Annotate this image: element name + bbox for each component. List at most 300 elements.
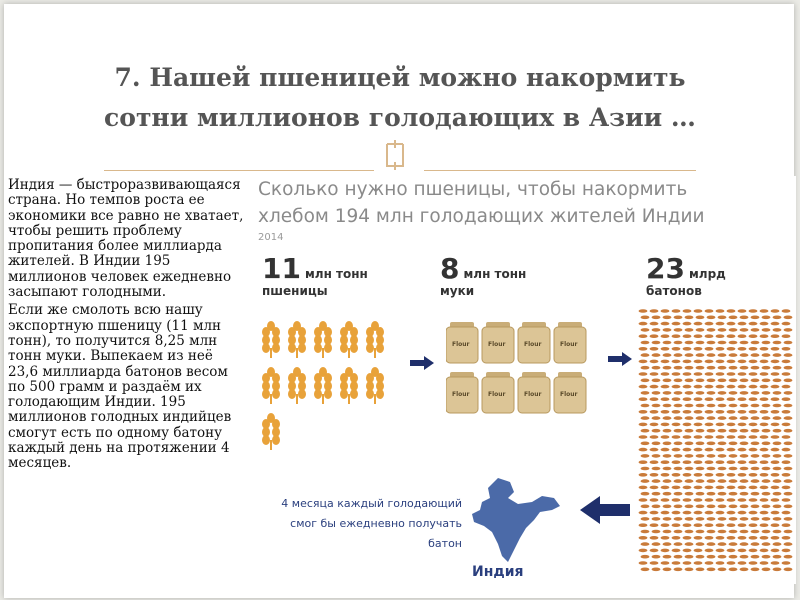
bread-loaf-icon: [641, 517, 650, 521]
bread-loaf-icon: [707, 467, 716, 471]
flour-bag-icon: [446, 372, 478, 413]
bread-loaf-icon: [694, 347, 703, 351]
bread-loaf-icon: [749, 397, 758, 401]
bread-loaf-icon: [749, 536, 758, 540]
bread-loaf-icon: [760, 498, 769, 502]
stat-bread: [646, 254, 726, 298]
bread-loaf-icon: [707, 492, 716, 496]
bread-loaf-icon: [740, 341, 749, 345]
bread-loaf-icon: [639, 523, 648, 527]
bread-loaf-icon: [740, 391, 749, 395]
bread-loaf-icon: [650, 372, 659, 376]
bread-loaf-icon: [650, 498, 659, 502]
bread-loaf-icon: [718, 379, 727, 383]
bread-loaf-icon: [760, 347, 769, 351]
india-map-icon: [468, 476, 564, 566]
bread-loaf-icon: [738, 372, 747, 376]
bread-loaf-icon: [661, 309, 670, 313]
bread-loaf-icon: [705, 435, 714, 439]
bread-loaf-icon: [727, 360, 736, 364]
bread-loaf-icon: [641, 568, 650, 572]
bread-loaf-icon: [685, 530, 694, 534]
bread-loaf-icon: [749, 561, 758, 565]
bread-loaf-icon: [661, 523, 670, 527]
bread-loaf-icon: [641, 467, 650, 471]
bread-loaf-icon: [672, 360, 681, 364]
bread-loaf-icon: [639, 486, 648, 490]
flour-bag-icon: [554, 372, 586, 413]
bread-loaf-icon: [716, 397, 725, 401]
bread-loaf-icon: [749, 334, 758, 338]
bread-loaf-icon: [738, 448, 747, 452]
svg-text:Flour: Flour: [488, 341, 506, 348]
bread-loaf-icon: [639, 511, 648, 515]
bread-loaf-icon: [729, 530, 738, 534]
bread-loaf-icon: [672, 473, 681, 477]
infographic-title-line1: Сколько нужно пшеницы, чтобы накормить: [258, 179, 688, 200]
bread-loaf-icon: [707, 316, 716, 320]
bread-loaf-icon: [639, 372, 648, 376]
bread-loaf-icon: [773, 467, 782, 471]
bread-loaf-icon: [727, 561, 736, 565]
bread-loaf-icon: [738, 460, 747, 464]
bread-loaf-icon: [729, 442, 738, 446]
bread-loaf-icon: [672, 498, 681, 502]
bread-loaf-icon: [683, 561, 692, 565]
bread-loaf-icon: [751, 316, 760, 320]
bread-loaf-icon: [760, 523, 769, 527]
bread-loaf-icon: [729, 416, 738, 420]
bread-loaf-icon: [751, 492, 760, 496]
bread-loaf-icon: [760, 549, 769, 553]
bread-loaf-icon: [716, 473, 725, 477]
bread-loaf-icon: [707, 517, 716, 521]
bread-loaf-icon: [740, 316, 749, 320]
bread-loaf-icon: [652, 454, 661, 458]
map-caption-line3: батон: [428, 537, 462, 550]
bread-loaf-icon: [718, 328, 727, 332]
bread-loaf-icon: [674, 530, 683, 534]
bread-loaf-icon: [738, 385, 747, 389]
bread-loaf-icon: [740, 366, 749, 370]
bread-loaf-icon: [762, 555, 771, 559]
bread-loaf-icon: [718, 404, 727, 408]
bread-loaf-icon: [663, 530, 672, 534]
bread-loaf-icon: [661, 435, 670, 439]
bread-loaf-icon: [727, 397, 736, 401]
stat-bread-number: 23: [646, 252, 685, 285]
bread-loaf-icon: [718, 530, 727, 534]
bread-loaf-icon: [718, 416, 727, 420]
bread-loaf-icon: [718, 555, 727, 559]
bread-loaf-icon: [727, 473, 736, 477]
bread-loaf-icon: [716, 498, 725, 502]
bread-loaf-icon: [696, 379, 705, 383]
bread-loaf-icon: [650, 511, 659, 515]
bread-loaf-icon: [729, 316, 738, 320]
bread-loaf-icon: [738, 473, 747, 477]
bread-loaf-icon: [762, 517, 771, 521]
bread-loaf-icon: [762, 391, 771, 395]
bread-loaf-icon: [674, 353, 683, 357]
bread-loaf-icon: [663, 416, 672, 420]
bread-loaf-icon: [707, 555, 716, 559]
bread-loaf-icon: [661, 397, 670, 401]
bread-loaf-icon: [694, 322, 703, 326]
bread-loaf-icon: [650, 334, 659, 338]
bread-loaf-icon: [672, 334, 681, 338]
bread-loaf-icon: [771, 385, 780, 389]
bread-loaf-icon: [694, 498, 703, 502]
bread-loaf-icon: [661, 360, 670, 364]
bread-loaf-icon: [784, 316, 793, 320]
bread-loaf-icon: [751, 379, 760, 383]
bread-loaf-icon: [784, 568, 793, 572]
bread-loaf-icon: [705, 410, 714, 414]
bread-loaf-icon: [751, 542, 760, 546]
bread-loaf-icon: [716, 448, 725, 452]
bread-loaf-icon: [773, 316, 782, 320]
bread-loaf-icon: [773, 517, 782, 521]
bread-loaf-icon: [652, 391, 661, 395]
bread-loaf-icon: [663, 353, 672, 357]
bread-loaf-icon: [749, 448, 758, 452]
bread-loaf-icon: [672, 460, 681, 464]
bread-loaf-icon: [784, 505, 793, 509]
bread-loaf-icon: [716, 523, 725, 527]
bread-loaf-icon: [773, 442, 782, 446]
bread-loaf-icon: [729, 479, 738, 483]
bread-loaf-icon: [729, 391, 738, 395]
bread-loaf-icon: [650, 435, 659, 439]
bread-loaf-icon: [661, 460, 670, 464]
bread-loaf-icon: [771, 435, 780, 439]
bread-loaf-icon: [716, 423, 725, 427]
bread-loaf-icon: [751, 391, 760, 395]
bread-loaf-icon: [727, 460, 736, 464]
bread-loaf-icon: [762, 530, 771, 534]
bread-loaf-icon: [683, 397, 692, 401]
bread-loaf-icon: [683, 334, 692, 338]
bread-loaf-icon: [773, 454, 782, 458]
bread-loaf-icon: [685, 568, 694, 572]
bread-loaf-icon: [685, 479, 694, 483]
bread-loaf-icon: [663, 391, 672, 395]
bread-loaf-icon: [694, 309, 703, 313]
bread-loaf-icon: [672, 322, 681, 326]
bread-loaf-icon: [652, 316, 661, 320]
bread-loaf-icon: [652, 505, 661, 509]
bread-loaf-icon: [738, 360, 747, 364]
bread-loaf-icon: [707, 479, 716, 483]
bread-loaf-icon: [696, 328, 705, 332]
bread-loaf-icon: [705, 561, 714, 565]
flour-bag-icon: [518, 322, 550, 363]
bread-loaf-icon: [707, 505, 716, 509]
bread-loaf-icon: [716, 360, 725, 364]
bread-loaf-icon: [694, 334, 703, 338]
stat-wheat-unit: млн тонн: [304, 267, 368, 281]
wheat-icon: [262, 367, 280, 404]
bread-loaf-icon: [762, 568, 771, 572]
bread-loaf-icon: [738, 347, 747, 351]
bread-loaf-icon: [639, 561, 648, 565]
bread-loaf-icon: [782, 435, 791, 439]
bread-loaf-icon: [716, 385, 725, 389]
bread-loaf-icon: [762, 316, 771, 320]
bread-loaf-icon: [661, 423, 670, 427]
bread-loaf-icon: [749, 460, 758, 464]
bread-loaf-icon: [707, 328, 716, 332]
bread-loaf-icon: [685, 429, 694, 433]
bread-loaf-icon: [760, 372, 769, 376]
bread-loaf-icon: [705, 448, 714, 452]
bread-loaf-icon: [661, 486, 670, 490]
bread-loaf-icon: [685, 353, 694, 357]
bread-loaf-icon: [683, 460, 692, 464]
bread-loaf-icon: [784, 542, 793, 546]
bread-loaf-icon: [729, 353, 738, 357]
bread-loaf-icon: [685, 442, 694, 446]
bread-loaf-icon: [782, 397, 791, 401]
bread-loaf-icon: [652, 328, 661, 332]
bread-loaf-icon: [685, 542, 694, 546]
bread-loaf-icon: [718, 353, 727, 357]
bread-loaf-icon: [716, 347, 725, 351]
bread-loaf-icon: [674, 391, 683, 395]
bread-loaf-icon: [661, 410, 670, 414]
bread-loaf-icon: [707, 366, 716, 370]
bread-loaf-icon: [674, 416, 683, 420]
bread-loaf-icon: [685, 341, 694, 345]
bread-loaf-icon: [771, 334, 780, 338]
map-caption-line2: смог бы ежедневно получать: [290, 517, 462, 530]
bread-loaf-icon: [650, 523, 659, 527]
bread-loaf-icon: [718, 505, 727, 509]
bread-loaf-icon: [727, 435, 736, 439]
bread-loaf-icon: [683, 360, 692, 364]
bread-loaf-icon: [694, 385, 703, 389]
bread-loaf-icon: [652, 542, 661, 546]
bread-loaf-icon: [729, 366, 738, 370]
bread-loaf-icon: [696, 391, 705, 395]
wheat-icon: [288, 321, 306, 358]
bread-loaf-icon: [716, 435, 725, 439]
bread-loaf-icon: [716, 322, 725, 326]
bread-loaf-icon: [672, 385, 681, 389]
bread-loaf-icon: [652, 517, 661, 521]
infographic-year: 2014: [258, 232, 284, 243]
bread-loaf-icon: [729, 379, 738, 383]
bread-loaf-icon: [773, 328, 782, 332]
svg-text:Flour: Flour: [560, 341, 578, 348]
bread-loaf-icon: [727, 536, 736, 540]
map-caption-line1: 4 месяца каждый голодающий: [281, 497, 462, 510]
bread-loaf-icon: [740, 568, 749, 572]
bread-loaf-icon: [674, 568, 683, 572]
bread-loaf-icon: [650, 309, 659, 313]
bread-loaf-icon: [705, 523, 714, 527]
stat-bread-label: батонов: [646, 284, 702, 298]
bread-loaf-icon: [683, 486, 692, 490]
bread-loaf-icon: [740, 542, 749, 546]
bread-loaf-icon: [740, 353, 749, 357]
slide-title-line1: 7. Нашей пшеницей можно накормить: [114, 63, 686, 92]
bread-loaf-icon: [650, 347, 659, 351]
bread-loaf-icon: [751, 341, 760, 345]
bread-loaf-icon: [663, 467, 672, 471]
bread-loaf-icon: [784, 416, 793, 420]
bread-loaf-icon: [641, 379, 650, 383]
bread-loaf-icon: [674, 467, 683, 471]
flour-bag-icons: [446, 322, 596, 416]
bread-loaf-icon: [749, 486, 758, 490]
bread-loaf-icon: [740, 479, 749, 483]
bread-loaf-icon: [652, 492, 661, 496]
bread-loaf-icon: [784, 391, 793, 395]
bread-loaf-icon: [716, 410, 725, 414]
stat-bread-unit: млрд: [688, 267, 726, 281]
wheat-infographic: [250, 176, 796, 584]
bread-loaf-icon: [762, 467, 771, 471]
bread-loaf-icon: [729, 404, 738, 408]
bread-loaf-icon: [751, 366, 760, 370]
bread-loaf-icon: [718, 467, 727, 471]
bread-loaf-icon: [716, 372, 725, 376]
bread-loaf-icon: [760, 460, 769, 464]
bread-loaf-icon: [650, 460, 659, 464]
bread-loaf-icon: [782, 498, 791, 502]
bread-loaf-icon: [683, 498, 692, 502]
bread-loaf-icon: [751, 505, 760, 509]
bread-loaf-icon: [652, 442, 661, 446]
bread-loaf-icon: [663, 429, 672, 433]
bread-loaf-icon: [661, 448, 670, 452]
bread-loaf-icon: [650, 448, 659, 452]
bread-loaf-icon: [716, 486, 725, 490]
bread-loaf-icon: [672, 523, 681, 527]
bread-loaf-icon: [762, 492, 771, 496]
bread-loaf-icon: [705, 511, 714, 515]
bread-loaf-icon: [707, 429, 716, 433]
bread-loaf-icon: [771, 397, 780, 401]
bread-loaf-icon: [705, 309, 714, 313]
bread-loaf-icon: [740, 492, 749, 496]
bread-loaf-icon: [652, 467, 661, 471]
bread-loaf-icon: [641, 542, 650, 546]
bread-loaf-icon: [707, 454, 716, 458]
bread-loaf-icon: [685, 454, 694, 458]
bread-loaf-icon: [641, 366, 650, 370]
bread-loaf-icon: [782, 486, 791, 490]
body-paragraph-1: Индия — быстроразвивающаяся страна. Но темпов роста ее экономики все равно не хватает, чтобы решить проблему пропитания более миллиарда жителей. В Индии 195 миллионов человек ежедневно засыпают голодными.: [8, 177, 244, 301]
bread-loaf-icon: [740, 505, 749, 509]
bread-loaf-icon: [685, 555, 694, 559]
bread-loaf-icon: [705, 536, 714, 540]
bread-loaf-icon: [641, 404, 650, 408]
slide-title-line2: сотни миллионов голодающих в Азии …: [104, 103, 696, 132]
bread-loaf-icon: [773, 379, 782, 383]
bread-loaf-icon: [639, 334, 648, 338]
bread-loaf-icon: [718, 542, 727, 546]
bread-loaf-icon: [652, 341, 661, 345]
bread-loaf-icon: [672, 549, 681, 553]
bread-loaf-icon: [762, 505, 771, 509]
bread-loaf-icon: [639, 322, 648, 326]
bread-loaf-icon: [751, 568, 760, 572]
bread-loaf-icon: [674, 505, 683, 509]
body-text: [8, 178, 246, 475]
bread-loaf-icon: [784, 517, 793, 521]
bread-loaf-icon: [727, 372, 736, 376]
bread-loaf-icon: [685, 492, 694, 496]
bread-loaf-icon: [716, 309, 725, 313]
bread-loaf-icon: [641, 505, 650, 509]
bread-loaf-icon: [674, 366, 683, 370]
bread-loaf-icon: [639, 347, 648, 351]
bread-loaf-icon: [749, 360, 758, 364]
bread-loaf-icon: [771, 322, 780, 326]
bread-loaf-icon: [771, 486, 780, 490]
bread-loaf-icon: [661, 511, 670, 515]
bread-loaf-icon: [663, 542, 672, 546]
bread-loaf-icon: [749, 498, 758, 502]
bread-loaf-icon: [663, 404, 672, 408]
bread-loaf-icon: [705, 549, 714, 553]
bread-loaf-icon: [760, 448, 769, 452]
bread-loaf-icon: [771, 473, 780, 477]
bread-loaf-icon: [639, 473, 648, 477]
bread-loaf-icon: [782, 549, 791, 553]
bread-loaf-icon: [639, 448, 648, 452]
bread-loaf-icon: [705, 460, 714, 464]
bread-loaf-icon: [762, 366, 771, 370]
bread-loaf-icon: [641, 530, 650, 534]
bread-loaf-icon: [738, 498, 747, 502]
bread-loaf-icon: [771, 372, 780, 376]
bread-loaf-icon: [672, 486, 681, 490]
bread-loaf-icon: [707, 391, 716, 395]
bread-loaf-icon: [760, 435, 769, 439]
bread-loaf-icon: [773, 530, 782, 534]
bread-loaf-icon: [727, 309, 736, 313]
bread-loaf-icon: [707, 341, 716, 345]
bread-loaf-icon: [705, 473, 714, 477]
bread-loaf-icon: [694, 523, 703, 527]
bread-loaf-icon: [674, 341, 683, 345]
bread-loaf-icon: [740, 442, 749, 446]
svg-text:Flour: Flour: [524, 341, 542, 348]
bread-loaf-icon: [718, 341, 727, 345]
bread-loaf-icon: [696, 530, 705, 534]
bread-loaf-icon: [639, 397, 648, 401]
bread-loaf-icon: [729, 517, 738, 521]
bread-loaf-icon: [749, 423, 758, 427]
bread-loaf-icon: [652, 416, 661, 420]
bread-loaf-icon: [762, 341, 771, 345]
bread-loaf-icon: [650, 410, 659, 414]
bread-loaf-icon: [773, 341, 782, 345]
bread-loaf-icon: [782, 372, 791, 376]
bread-loaf-icon: [749, 549, 758, 553]
bread-loaf-icon: [663, 366, 672, 370]
bread-loaf-icon: [740, 517, 749, 521]
bread-loaf-icon: [672, 435, 681, 439]
country-label: Индия: [472, 564, 524, 580]
bread-loaf-icon: [771, 523, 780, 527]
bread-loaf-icon: [639, 435, 648, 439]
bread-loaf-icon: [740, 328, 749, 332]
